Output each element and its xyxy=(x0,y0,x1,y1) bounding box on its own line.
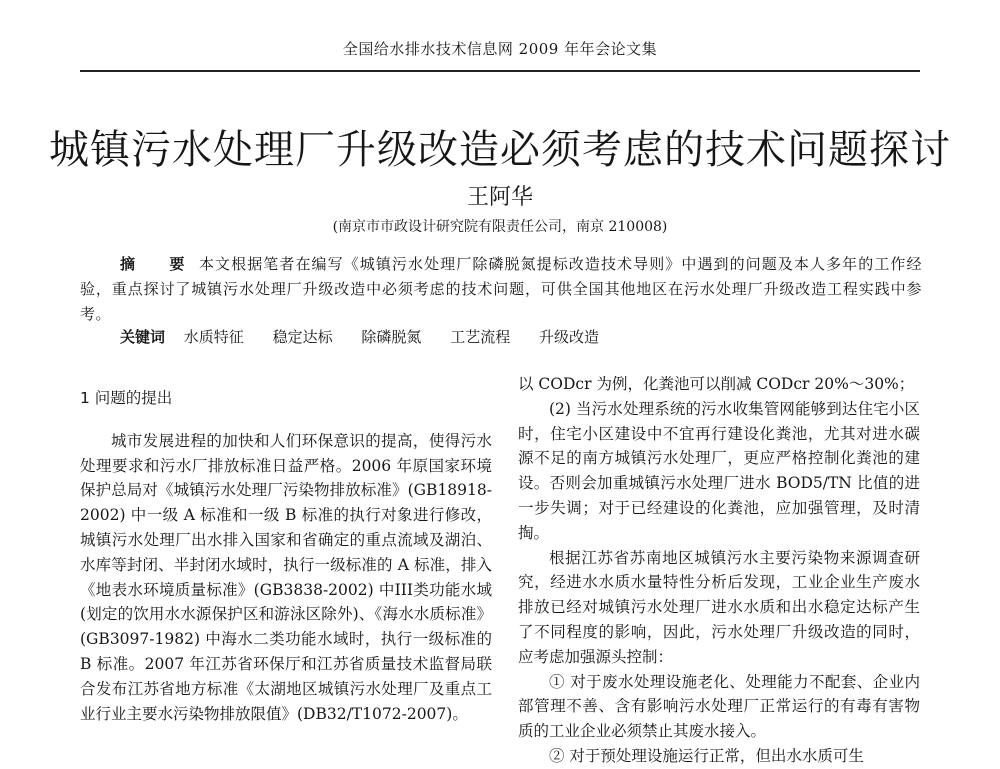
header-rule xyxy=(80,70,920,72)
left-column xyxy=(80,372,492,726)
keyword: 工艺流程 xyxy=(450,328,511,346)
keywords xyxy=(120,326,623,348)
abstract-label: 摘 要 xyxy=(120,255,199,273)
abstract xyxy=(80,252,922,327)
author-name: 王阿华 xyxy=(466,185,533,210)
paper-title: 城镇污水处理厂升级改造必须考虑的技术问题探讨 xyxy=(49,127,951,173)
keywords-label: 关键词 xyxy=(120,328,166,346)
body-paragraph: ② 对于预处理设施运行正常，但出水水质可生 xyxy=(549,746,864,765)
keyword: 水质特征 xyxy=(183,328,244,346)
body-paragraph: ① 对于废水处理设施老化、处理能力不配套、企业内部管理不善、含有影响污水处理厂正常运行的有毒有害物质的工业企业必须禁止其废水接入。 xyxy=(518,672,920,741)
body-paragraph: (2) 当污水处理系统的污水收集管网能够到达住宅小区时，住宅小区建设中不宜再行建设化粪池，尤其对进水碳源不足的南方城镇污水处理厂，更应严格控制化粪池的建设。否则会加重城镇污水处理厂进水 BOD5/TN 比值的进一步失调；对于已经建设的化粪池，应加强管理，及时清掏。 xyxy=(518,399,920,542)
right-column xyxy=(518,372,920,769)
section-title: 1 问题的提出 xyxy=(80,389,173,407)
body-paragraph: 以 CODcr 为例，化粪池可以削减 CODcr 20%～30%； xyxy=(518,375,915,393)
keyword: 稳定达标 xyxy=(272,328,333,346)
author-affiliation: (南京市市政设计研究院有限责任公司，南京 210008) xyxy=(332,219,668,235)
body-paragraph: 根据江苏省苏南地区城镇污水主要污染物来源调查研究，经进水水质水量特性分析后发现，工业企业生产废水排放已经对城镇污水处理厂进水水质和出水稳定达标产生了不同程度的影响，因此，污水处理厂升级改造的同时，应考虑加强源头控制： xyxy=(518,548,920,666)
body-paragraph: 城市发展进程的加快和人们环保意识的提高，使得污水处理要求和污水厂排放标准日益严格。2006 年原国家环境保护总局对《城镇污水处理厂污染物排放标准》(GB18918-2002) 中一级 A 标准和一级 B 标准的执行对象进行修改，城镇污水处理厂出水排入国家和省确定的重点流域及湖泊、水库等封闭、半封闭水域时，执行一级标准的 A 标准，排入《地表水环境质量标准》(GB3838-2002) 中III类功能水域(划定的饮用水水源保护区和游泳区除外)、《海水水质标准》(GB3097-1982) 中海水二类功能水域时，执行一级标准的 B 标准。2007 年江苏省环保厅和江苏省质量技术监督局联合发布江苏省地方标准《太湖地区城镇污水处理厂及重点工业行业主要水污染物排放限值》(DB32/T1072-2007)。 xyxy=(80,431,492,723)
keyword: 除磷脱氮 xyxy=(361,328,422,346)
running-header: 全国给水排水技术信息网 2009 年年会论文集 xyxy=(342,40,658,58)
keyword: 升级改造 xyxy=(538,328,599,346)
abstract-text: 本文根据笔者在编写《城镇污水处理厂除磷脱氮提标改造技术导则》中遇到的问题及本人多年的工作经验，重点探讨了城镇污水处理厂升级改造中必须考虑的技术问题，可供全国其他地区在污水处理厂升级改造工程实践中参考。 xyxy=(80,255,922,323)
